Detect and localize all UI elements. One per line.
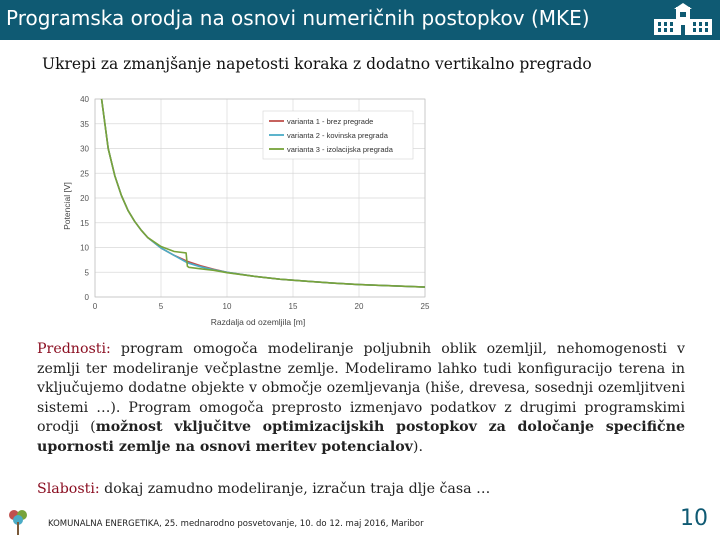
legend-entry: varianta 2 - kovinska pregrada [287,131,388,140]
x-tick-labels [93,302,430,311]
y-tick-label: 30 [80,144,89,154]
weaknesses-line [37,481,490,497]
x-tick-label: 25 [420,302,430,311]
y-tick-label: 20 [80,194,89,203]
legend-entry: varianta 1 - brez pregrade [287,117,374,126]
x-tick-label: 10 [222,302,232,311]
y-tick-label: 15 [80,218,89,228]
y-tick-label: 40 [80,95,89,104]
x-tick-label: 15 [288,302,298,311]
advantages-label: Prednosti: [37,341,111,357]
advantages-text-end: ). [412,438,423,455]
y-tick-label: 35 [80,119,89,129]
y-tick-labels [80,95,89,302]
university-building-icon [652,3,714,37]
weaknesses-text: dokaj zamudno modeliranje, izračun traja dlje časa … [99,481,491,497]
y-tick-label: 0 [84,293,89,302]
x-tick-label: 20 [354,302,364,311]
advantages-bold-text: možnost vključitve optimizacijskih postopkov za določanje specifične upornosti zemlje na osnovi meritev potencialov [37,419,685,455]
page-number: 10 [680,506,708,531]
y-tick-label: 10 [80,243,89,253]
potential-chart [58,91,438,331]
advantages-text: program omogoča modeliranje poljubnih oblik ozemljil, nehomogenosti v zemlji ter modeliranje večplastne zemlje. Modeliramo lahko tudi konfiguracijo terena in vključujemo dodatne objekte v območje ozemljevanja (hiše, drevesa, sosednji ozemljitveni sistemi …). Program omogoča preprosto izmenjavo podatkov z drugimi programskimi orodji ( [37,341,685,436]
y-tick-label: 5 [84,268,89,278]
slide-title: Programska orodja na osnovi numeričnih postopkov (MKE) [6,6,590,30]
x-tick-label: 5 [158,302,164,311]
weaknesses-label: Slabosti: [37,481,100,497]
legend-entry: varianta 3 - izolacijska pregrada [287,145,393,154]
chart-legend [263,111,413,159]
x-axis-label: Razdalja od ozemljila [m] [210,317,306,327]
slide-subtitle: Ukrepi za zmanjšanje napetosti koraka z dodatno vertikalno pregrado [42,55,592,73]
x-tick-label: 0 [92,302,98,311]
y-tick-label: 25 [80,169,89,179]
tree-logo-icon [8,508,28,536]
y-axis-label: Potencial [V] [62,182,72,230]
slide-header [0,0,720,40]
advantages-paragraph [37,340,685,458]
footer-text: KOMUNALNA ENERGETIKA, 25. mednarodno posvetovanje, 10. do 12. maj 2016, Maribor [48,519,424,529]
